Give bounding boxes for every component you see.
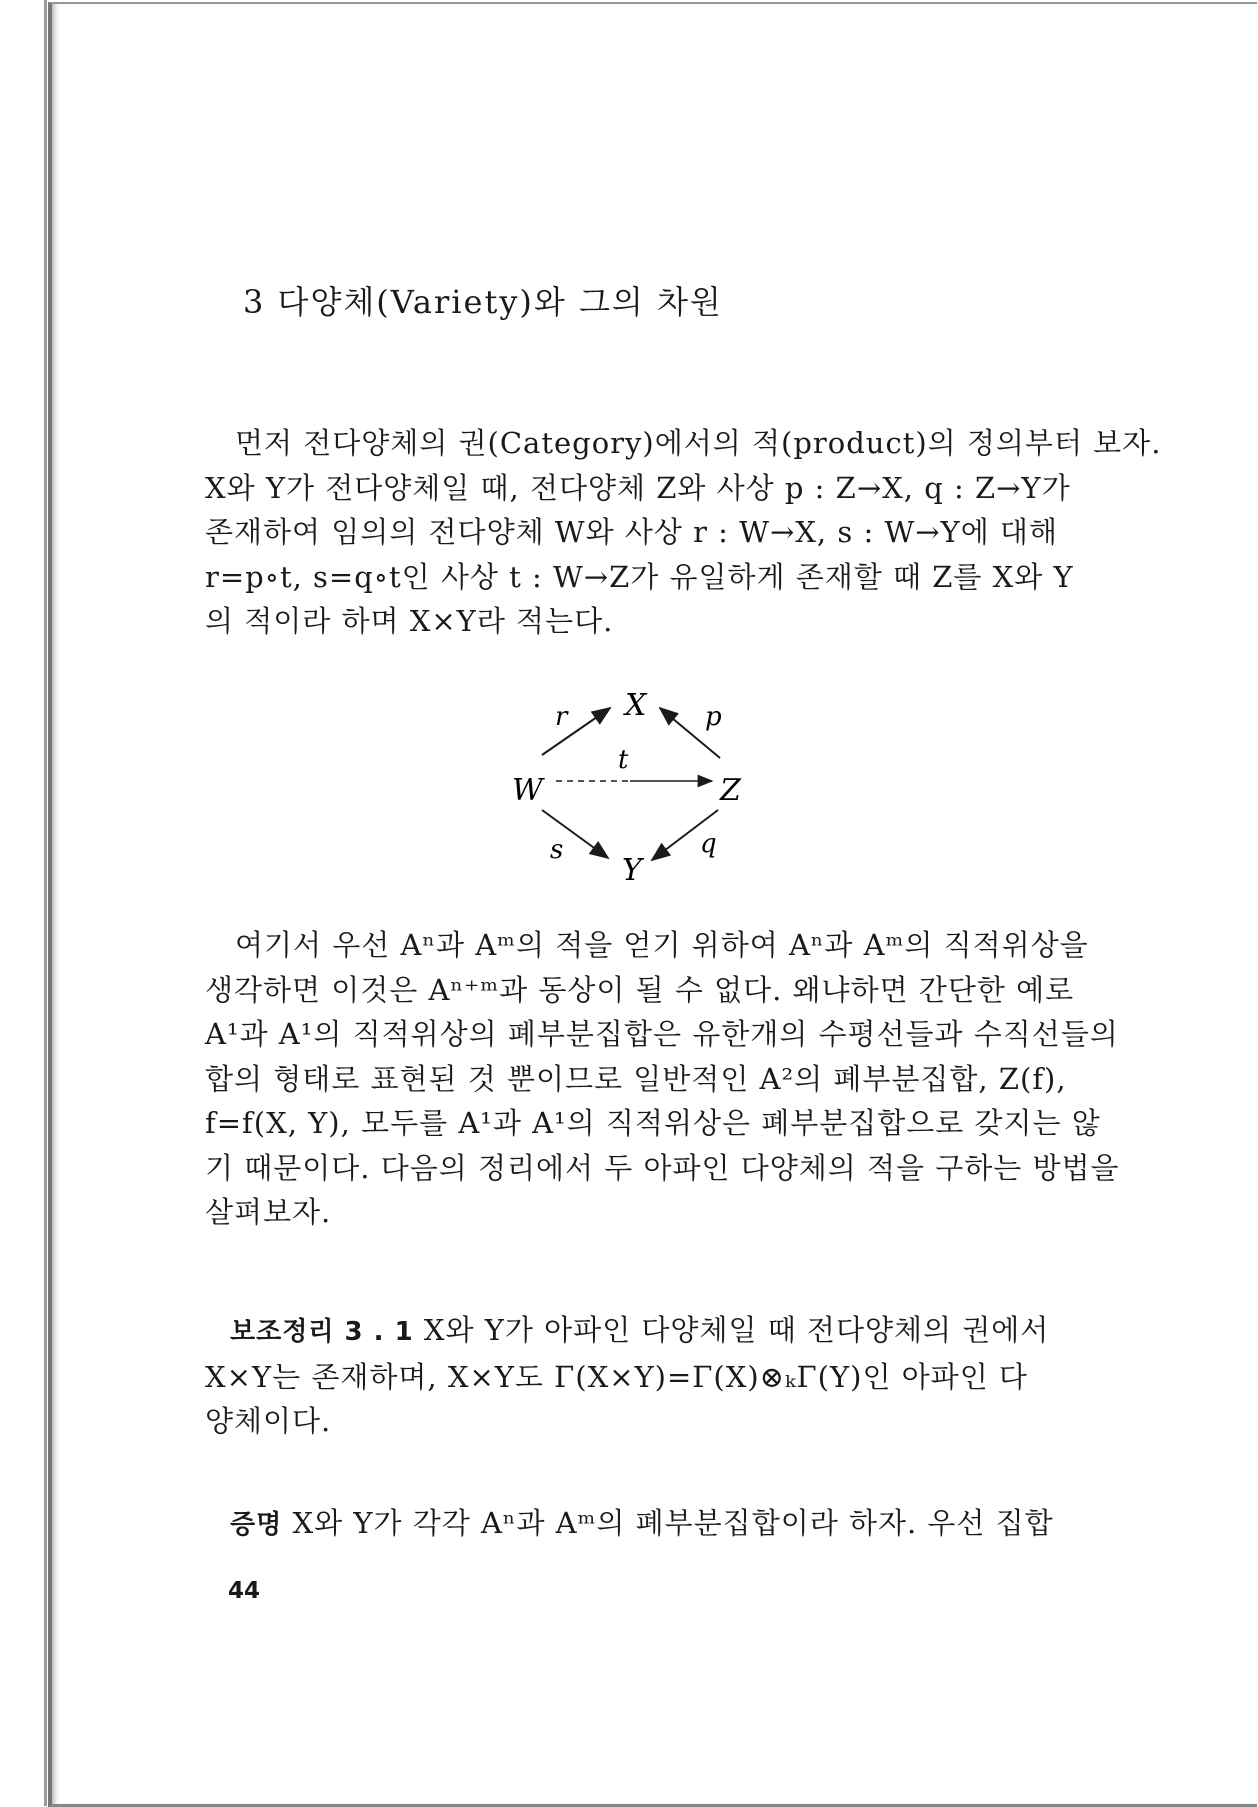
text-line: 생각하면 이것은 Aⁿ⁺ᵐ과 동상이 될 수 없다. 왜냐하면 간단한 예로 (205, 972, 1075, 1007)
page-number: 44 (228, 1578, 261, 1604)
text-line: 합의 형태로 표현된 것 뿐이므로 일반적인 A²의 폐부분집합, Z(f), (205, 1061, 1067, 1096)
text-line: 살펴보자. (205, 1195, 332, 1229)
text-line: A¹과 A¹의 직적위상의 폐부분집합은 유한개의 수평선들과 수직선들의 (205, 1017, 1119, 1051)
label-t: t (618, 745, 629, 775)
label-r: r (555, 702, 568, 732)
arrow-r (542, 708, 610, 755)
text-line: f=f(X, Y), 모두를 A¹과 A¹의 직적위상은 폐부분집합으로 갖지는 않 (205, 1106, 1101, 1140)
text-line: 양체이다. (205, 1404, 332, 1438)
paragraph-product-definition (205, 421, 1162, 644)
lemma-label: 보조정리 3 . 1 (230, 1317, 414, 1347)
text-line: X와 Y가 아파인 다양체일 때 전다양체의 권에서 (423, 1313, 1050, 1347)
text-line: 존재하여 임의의 전다양체 W와 사상 r : W→X, s : W→Y에 대해 (205, 515, 1058, 549)
label-s: s (550, 835, 564, 865)
text-line: 의 적이라 하며 X×Y라 적는다. (205, 604, 614, 638)
text-line: 기 때문이다. 다음의 정리에서 두 아파인 다양체의 적을 구하는 방법을 (205, 1150, 1120, 1185)
proof-block (205, 1501, 1120, 1548)
product-commutative-diagram (490, 680, 780, 895)
text-line: X×Y는 존재하며, X×Y도 Γ(X×Y)=Γ(X)⊗ₖΓ(Y)인 아파인 다 (205, 1359, 1028, 1394)
node-w: W (512, 773, 543, 808)
node-y: Y (622, 853, 642, 888)
node-z: Z (720, 773, 741, 808)
paragraph-product-topology (205, 923, 1120, 1235)
node-x: X (625, 688, 647, 723)
label-p: p (705, 702, 722, 732)
label-q: q (700, 829, 717, 859)
text-line: r=p∘t, s=q∘t인 사상 t : W→Z가 유일하게 존재할 때 Z를 X와 Y (205, 559, 1074, 594)
lemma-block (205, 1308, 1120, 1444)
book-spine-edge (44, 0, 47, 1806)
text-line: 여기서 우선 Aⁿ과 Aᵐ의 적을 얻기 위하여 Aⁿ과 Aᵐ의 직적위상을 (235, 928, 1089, 962)
text-line: X와 Y가 각각 Aⁿ과 Aᵐ의 폐부분집합이라 하자. 우선 집합 (292, 1506, 1054, 1540)
proof-label: 증명 (230, 1510, 283, 1540)
section-heading: 3 다양체(Variety)와 그의 차원 (243, 283, 723, 321)
text-line: 먼저 전다양체의 권(Category)에서의 적(product)의 정의부터 보자. (235, 426, 1162, 460)
text-line: X와 Y가 전다양체일 때, 전다양체 Z와 사상 p : Z→X, q : Z→Y가 (205, 470, 1071, 505)
